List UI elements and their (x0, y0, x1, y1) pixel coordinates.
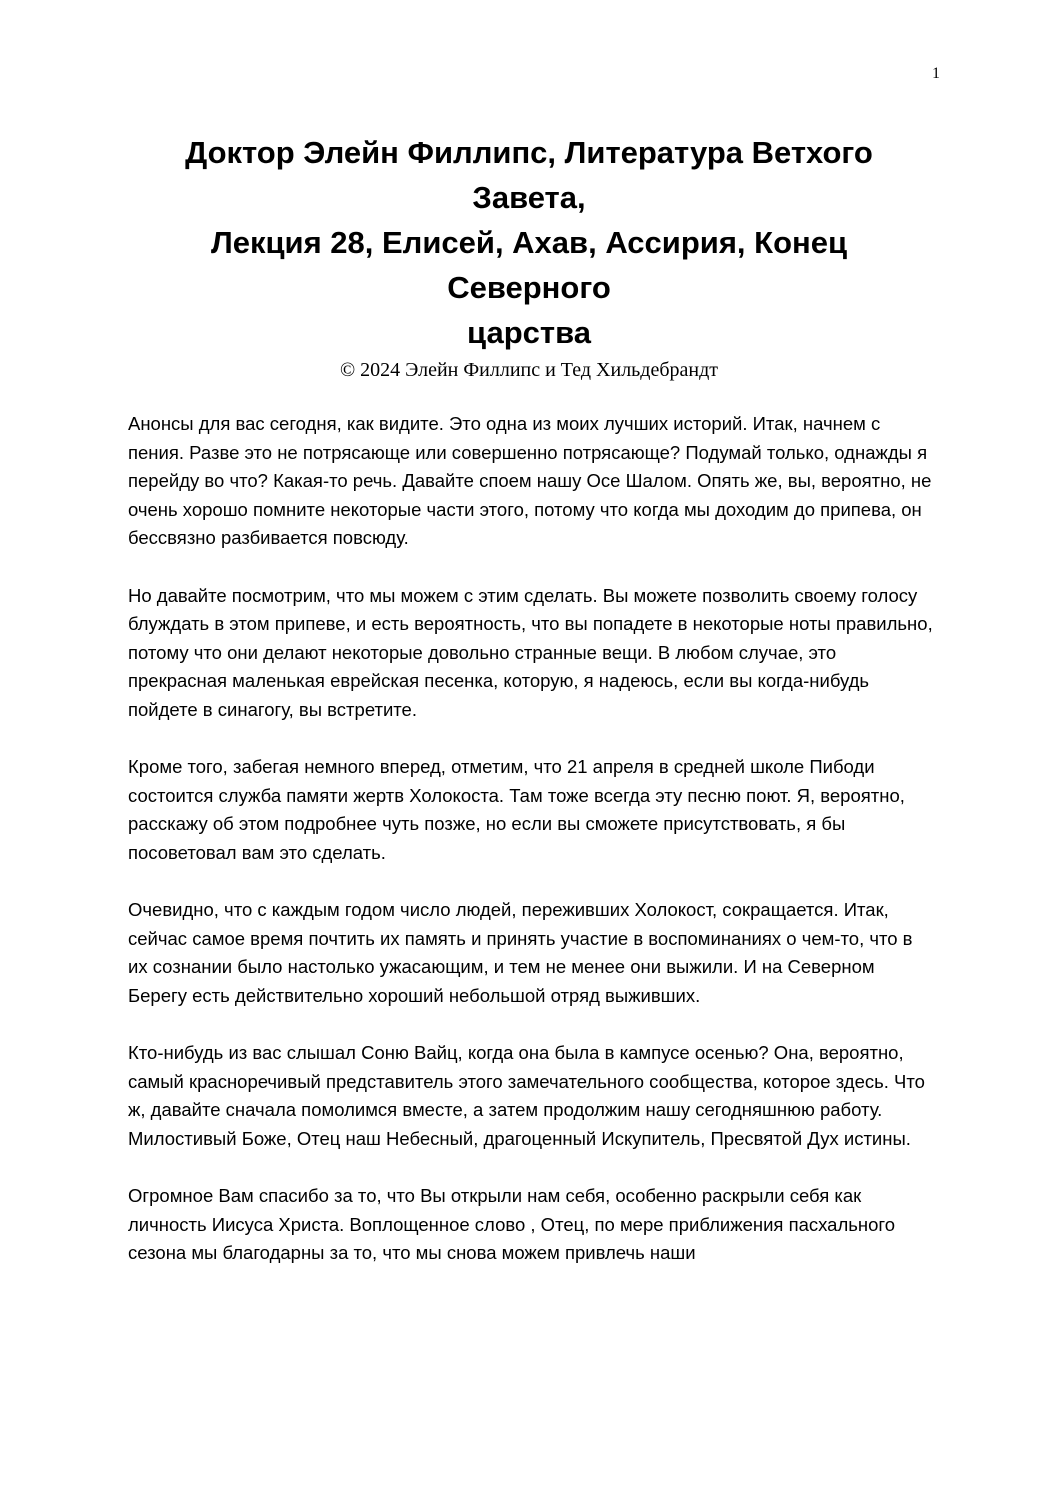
title-line: Северного (447, 270, 611, 305)
title-line: Доктор Элейн Филлипс, Литература Ветхого (185, 135, 873, 170)
paragraph: Кроме того, забегая немного вперед, отметим, что 21 апреля в средней школе Пибоди состоится служба памяти жертв Холокоста. Там тоже всегда эту песню поют. Я, вероятно, расскажу об этом подробнее чуть позже, но если вы сможете присутствовать, я бы посоветовал вам это сделать. (128, 756, 905, 863)
title-line: Завета, (472, 180, 586, 215)
copyright-notice: © 2024 Элейн Филлипс и Тед Хильдебрандт (339, 359, 719, 381)
paragraph: Но давайте посмотрим, что мы можем с этим сделать. Вы можете позволить своему голосу блуждать в этом припеве, и есть вероятность, что вы попадете в некоторые ноты правильно, потому что они делают некоторые довольно странные вещи. В любом случае, это прекрасная маленькая еврейская песенка, которую, я надеюсь, если вы когда-нибудь пойдете в синагогу, вы встретите. (128, 584, 933, 720)
paragraph: Анонсы для вас сегодня, как видите. Это одна из моих лучших историй. Итак, начнем с пения. Разве это не потрясающе или совершенно потрясающе? Подумай только, однажды я перейду во что? Какая-то речь. Давайте споем нашу Осе Шалом. Опять же, вы, вероятно, не очень хорошо помните некоторые части этого, потому что когда мы доходим до припева, он бессвязно разбивается повсюду. (128, 413, 932, 549)
page-number: 1 (932, 65, 940, 82)
document-title (128, 130, 930, 355)
paragraph: Кто-нибудь из вас слышал Соню Вайц, когда она была в кампусе осенью? Она, вероятно, самый красноречивый представитель этого замечательного сообщества, которое здесь. Что ж, давайте сначала помолимся вместе, а затем продолжим нашу сегодняшнюю работу. Милостивый Боже, Отец наш Небесный, драгоценный Искупитель, Пресвятой Дух истины. (128, 1042, 925, 1149)
title-line: Лекция 28, Елисей, Ахав, Ассирия, Конец (210, 225, 848, 260)
title-line: царства (467, 315, 591, 350)
paragraph: Очевидно, что с каждым годом число людей, переживших Холокост, сокращается. Итак, сейчас самое время почтить их память и принять участие в воспоминаниях о чем-то, что в их сознании было настолько ужасающим, и тем не менее они выжили. И на Северном Берегу есть действительно хороший небольшой отряд выживших. (128, 899, 913, 1006)
body-text (128, 410, 934, 1296)
paragraph: Огромное Вам спасибо за то, что Вы открыли нам себя, особенно раскрыли себя как личность Иисуса Христа. Воплощенное слово , Отец, по мере приближения пасхального сезона мы благодарны за то, что мы снова можем привлечь наши (128, 1185, 896, 1264)
